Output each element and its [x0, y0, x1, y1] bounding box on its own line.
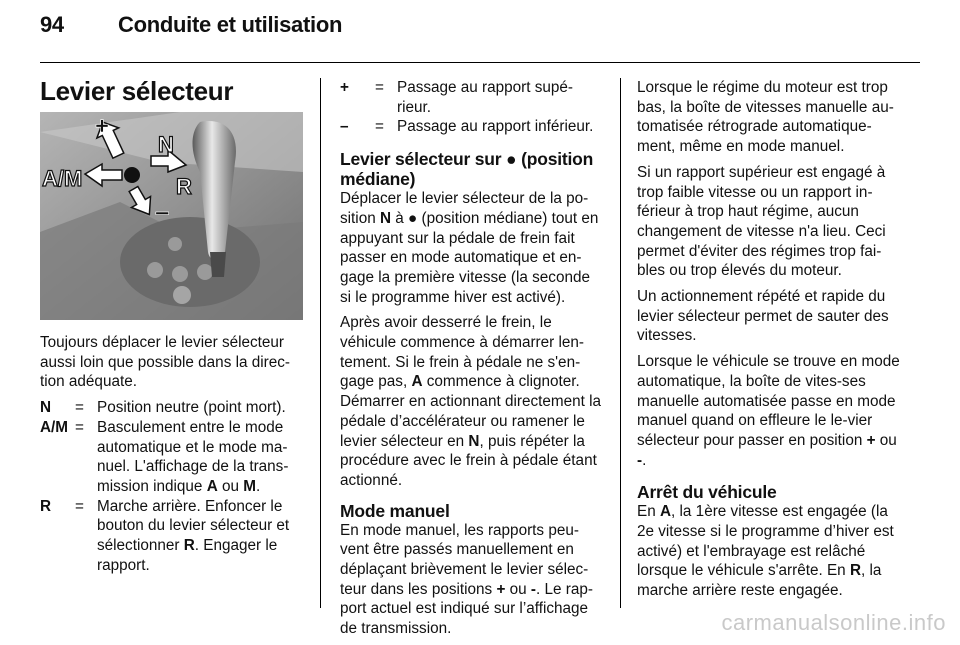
def-bold: M [243, 477, 257, 495]
def-row-minus [340, 117, 605, 137]
paragraph: Si un rapport supérieur est engagé à trop faible vitesse ou un rapport in-férieur à trop haut régime, aucun changement de vitesse n'a lieu. Ceci permet d'éviter des régimes trop fai-bles ou trop élevés du moteur. [637, 163, 886, 280]
text: , la 1ère vitesse est engagée (la 2e vitesse si le programme d’hiver est activé) et l'embrayage est relâché lorsque le véhicule s'arrête. En [637, 503, 894, 580]
def-key: R [40, 497, 52, 515]
intro-paragraph: Toujours déplacer le levier sélecteur aussi loin que possible dans la direc-tion adéquate. [40, 334, 290, 391]
text: ou [875, 431, 897, 449]
def-text: . [256, 477, 261, 495]
text: . [642, 451, 647, 469]
text: commence à clignoter. Démarrer en actionnant directement la pédale d’accélérateur ou ramener le levier sélecteur en [340, 373, 602, 450]
subheading-vehicle-stop: Arrêt du véhicule [637, 482, 777, 503]
def-row-am [40, 418, 305, 497]
dot-symbol: ● [506, 149, 517, 170]
text: En [637, 503, 660, 521]
def-key: A/M [40, 418, 69, 436]
paragraph [340, 313, 605, 490]
bold-text: - [530, 580, 537, 598]
def-value: Passage au rapport supé-rieur. [397, 79, 574, 116]
subheading-text: Levier sélecteur sur [340, 149, 507, 170]
def-value: Position neutre (point mort). [97, 399, 286, 417]
def-key: N [40, 399, 52, 417]
figure-label-r: R [176, 174, 192, 199]
def-value [97, 418, 305, 497]
bold-text: - [637, 451, 643, 469]
column-divider-1 [320, 78, 321, 608]
def-eq: = [375, 79, 384, 96]
page-header [40, 12, 342, 38]
paragraph: Un actionnement répété et rapide du levier sélecteur permet de sauter des vitesses. [637, 288, 889, 345]
paragraph [340, 521, 605, 639]
paragraph [637, 352, 905, 470]
text: ou [505, 580, 531, 598]
figure-label-plus: + [95, 113, 110, 140]
bold-text: N [468, 432, 480, 450]
def-bold: R [183, 537, 195, 555]
def-text: ou [217, 477, 244, 495]
column-3 [637, 78, 905, 607]
def-eq: = [75, 497, 84, 515]
def-eq: = [375, 118, 384, 136]
def-row-plus [340, 78, 605, 117]
def-eq: = [75, 418, 84, 436]
def-key: + [340, 79, 349, 96]
subheading-text: (position médiane) [340, 149, 594, 190]
watermark: carmanualsonline.info [721, 610, 946, 635]
bold-text: A [411, 373, 423, 391]
gear-selector-illustration [40, 112, 303, 320]
text: , la marche arrière reste engagée. [637, 562, 882, 600]
bold-text: A [659, 503, 672, 521]
bold-text: + [866, 431, 876, 449]
subheading-manual-mode: Mode manuel [340, 500, 450, 521]
def-value [97, 497, 305, 576]
text: Après avoir desserré le frein, le véhicule commence à démarrer len-tement. Si le frein à pédale ne s'en-gage pas, [340, 314, 585, 391]
figure-label-am: A/M [42, 166, 83, 191]
subheading-median-position [340, 149, 605, 189]
text: En mode manuel, les rapports peu-vent être passés manuellement en déplaçant brièvement le levier sélec-teur dans les positions [340, 521, 589, 598]
paragraph: Lorsque le régime du moteur est trop bas, la boîte de vitesses manuelle au-tomatisée rétrograde automatique-ment, même en mode manuel. [637, 79, 894, 156]
section-title: Levier sélecteur [40, 76, 234, 106]
def-eq: = [75, 399, 84, 417]
bold-text: N [379, 209, 392, 227]
text: (position médiane) tout en appuyant sur la pédale de frein fait passer en mode automatique et en-gage la première vitesse (la seconde si le programme hiver est activé). [340, 209, 599, 306]
def-row-n [40, 398, 305, 418]
def-text: . Engager le rapport. [97, 537, 278, 574]
bold-text: + [496, 580, 506, 598]
def-text: Basculement entre le mode automatique et le mode ma-nuel. L'affichage de la trans-mission indique [97, 418, 289, 495]
text: Lorsque le véhicule se trouve en mode automatique, la boîte de vites-ses manuelle automatisée passe en mode manuel quand on effleure le le-vier sélecteur pour passer en position [637, 353, 900, 449]
header-rule [40, 62, 920, 63]
def-row-r [40, 497, 305, 576]
gear-selector-figure [40, 112, 303, 320]
position-definitions [40, 398, 305, 575]
paragraph [340, 189, 605, 307]
def-value: Passage au rapport inférieur. [397, 118, 594, 136]
shift-definitions [340, 78, 605, 137]
text: Déplacer le levier sélecteur de la po-sition [340, 190, 589, 227]
bold-text: R [849, 562, 862, 580]
def-bold: A [206, 477, 218, 495]
figure-label-minus: – [155, 196, 170, 226]
column-2 [340, 78, 605, 645]
page-number: 94 [40, 12, 64, 37]
figure-label-n: N [158, 132, 174, 157]
dot-symbol: ● [408, 209, 418, 227]
text: . Le rap-port actuel est indiqué sur l’affichage de transmission. [340, 580, 593, 638]
text: à [391, 209, 409, 227]
paragraph [637, 502, 905, 601]
def-text: Marche arrière. Enfoncer le bouton du levier sélecteur et sélectionner [97, 497, 290, 555]
column-divider-2 [620, 78, 621, 608]
text: , puis répéter la procédure avec le frein à pédale étant actionné. [340, 432, 597, 489]
def-key: – [340, 118, 349, 136]
column-1 [40, 333, 305, 575]
chapter-title: Conduite et utilisation [118, 12, 343, 37]
